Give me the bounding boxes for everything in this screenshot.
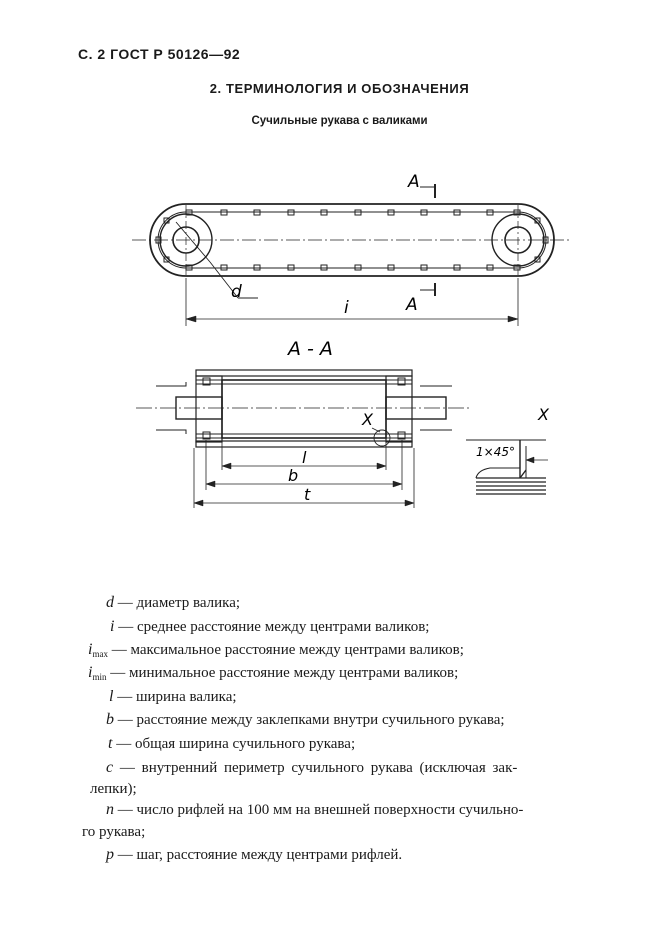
page-header: С. 2 ГОСТ Р 50126—92 [78,46,241,62]
definition-c: c — внутренний периметр сучильного рукава (исключая зак- [106,759,518,776]
definition-c-continued: лепки); [90,781,137,797]
definition-l: l — ширина валика; [109,688,237,705]
label-section-view: А - А [288,338,333,360]
label-d: d [231,282,242,302]
definition-i: i — среднее расстояние между центрами валиков; [110,618,430,635]
belt-top-view [132,184,572,326]
definition-t: t — общая ширина сучильного рукава; [108,735,356,752]
label-x-inline: Х [362,410,373,429]
label-section-a-top: А [408,172,420,192]
figure-subtitle: Сучильные рукава с валиками [251,115,428,127]
section-title: 2. ТЕРМИНОЛОГИЯ И ОБОЗНАЧЕНИЯ [209,81,470,96]
label-section-a-bottom: А [406,295,418,315]
definition-n-continued: го рукава; [82,824,146,840]
definition-i-min: $i_{min}$ — минимальное расстояние между центрами валиков; [88,664,459,682]
definition-n: n — число рифлей на 100 мм на внешней поверхности сучильно- [106,801,524,818]
definition-b: b — расстояние между заклепками внутри сучильного рукава; [106,711,505,728]
definition-d: d — диаметр валика; [106,594,241,611]
label-l: l [302,448,307,467]
definition-p: p — шаг, расстояние между центрами рифлей. [106,846,403,863]
definition-i-max: $i_{max}$ — максимальное расстояние между центрами валиков; [88,641,464,659]
section-a-a-view [136,370,470,508]
label-t: t [304,485,311,504]
label-x-detail: Х [538,405,549,424]
label-chamfer: 1×45° [476,445,515,459]
label-i: i [344,298,349,318]
label-b: b [288,466,299,485]
